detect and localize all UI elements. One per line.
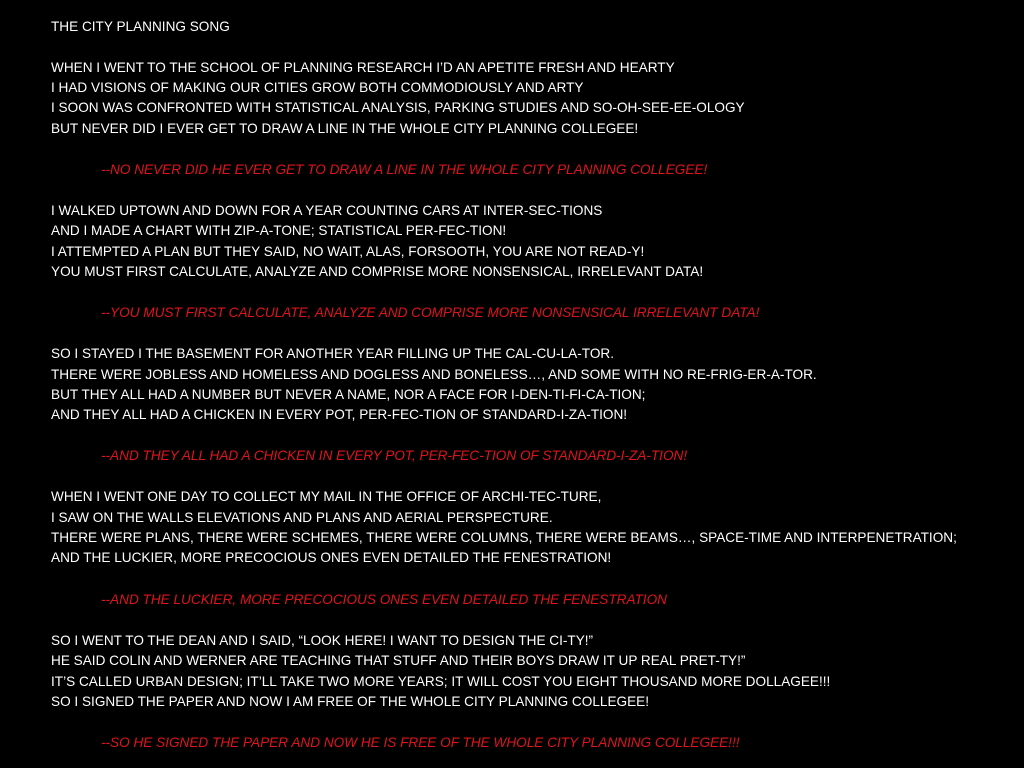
verse-line: AND I MADE A CHART WITH ZIP-A-TONE; STATISTICAL PER-FEC-TION!	[51, 223, 507, 238]
chorus-line: --YOU MUST FIRST CALCULATE, ANALYZE AND COMPRISE MORE NONSENSICAL IRRELEVANT DATA!	[101, 305, 760, 320]
verse-line: HE SAID COLIN AND WERNER ARE TEACHING THAT STUFF AND THEIR BOYS DRAW IT UP REAL PRET-TY!”	[51, 653, 746, 668]
verse-line: BUT THEY ALL HAD A NUMBER BUT NEVER A NAME, NOR A FACE FOR I-DEN-TI-FI-CA-TION;	[51, 387, 646, 402]
verse-line: I HAD VISIONS OF MAKING OUR CITIES GROW BOTH COMMODIOUSLY AND ARTY	[51, 80, 584, 95]
verse-line: AND THE LUCKIER, MORE PRECOCIOUS ONES EVEN DETAILED THE FENESTRATION!	[51, 550, 612, 565]
chorus-line: --NO NEVER DID HE EVER GET TO DRAW A LINE IN THE WHOLE CITY PLANNING COLLEGEE!	[101, 162, 708, 177]
chorus-line: --SO HE SIGNED THE PAPER AND NOW HE IS FREE OF THE WHOLE CITY PLANNING COLLEGEE!!!	[101, 735, 740, 750]
verse-line: SO I STAYED I THE BASEMENT FOR ANOTHER YEAR FILLING UP THE CAL-CU-LA-TOR.	[51, 346, 614, 361]
verse-line: THERE WERE PLANS, THERE WERE SCHEMES, THERE WERE COLUMNS, THERE WERE BEAMS…, SPACE-TIME AND INTERPENETRATION;	[51, 530, 957, 545]
verse-line: SO I SIGNED THE PAPER AND NOW I AM FREE OF THE WHOLE CITY PLANNING COLLEGEE!	[51, 694, 649, 709]
verse-line: WHEN I WENT ONE DAY TO COLLECT MY MAIL IN THE OFFICE OF ARCHI-TEC-TURE,	[51, 489, 602, 504]
chorus-line: --AND THEY ALL HAD A CHICKEN IN EVERY POT, PER-FEC-TION OF STANDARD-I-ZA-TION!	[101, 448, 688, 463]
verse-line: BUT NEVER DID I EVER GET TO DRAW A LINE IN THE WHOLE CITY PLANNING COLLEGEE!	[51, 121, 639, 136]
verse-line: AND THEY ALL HAD A CHICKEN IN EVERY POT, PER-FEC-TION OF STANDARD-I-ZA-TION!	[51, 407, 628, 422]
verse-line: YOU MUST FIRST CALCULATE, ANALYZE AND COMPRISE MORE NONSENSICAL, IRRELEVANT DATA!	[51, 264, 704, 279]
verse-line: I ATTEMPTED A PLAN BUT THEY SAID, NO WAIT, ALAS, FORSOOTH, YOU ARE NOT READ-Y!	[51, 244, 645, 259]
verse-line: I SOON WAS CONFRONTED WITH STATISTICAL ANALYSIS, PARKING STUDIES AND SO-OH-SEE-EE-OLOGY	[51, 100, 745, 115]
verse-line: WHEN I WENT TO THE SCHOOL OF PLANNING RESEARCH I’D AN APETITE FRESH AND HEARTY	[51, 60, 675, 75]
verse-line: SO I WENT TO THE DEAN AND I SAID, “LOOK HERE! I WANT TO DESIGN THE CI-TY!”	[51, 633, 594, 648]
verse-line: I SAW ON THE WALLS ELEVATIONS AND PLANS AND AERIAL PERSPECTURE.	[51, 510, 553, 525]
chorus-line: --AND THE LUCKIER, MORE PRECOCIOUS ONES EVEN DETAILED THE FENESTRATION	[101, 592, 667, 607]
verse-line: THERE WERE JOBLESS AND HOMELESS AND DOGLESS AND BONELESS…, AND SOME WITH NO RE-FRIG-ER-A-TOR.	[51, 367, 817, 382]
song-title: THE CITY PLANNING SONG	[51, 19, 230, 34]
verse-line: I WALKED UPTOWN AND DOWN FOR A YEAR COUNTING CARS AT INTER-SEC-TIONS	[51, 203, 603, 218]
verse-line: IT’S CALLED URBAN DESIGN; IT’LL TAKE TWO MORE YEARS; IT WILL COST YOU EIGHT THOUSAND MORE DOLLAGEE!!!	[51, 674, 831, 689]
